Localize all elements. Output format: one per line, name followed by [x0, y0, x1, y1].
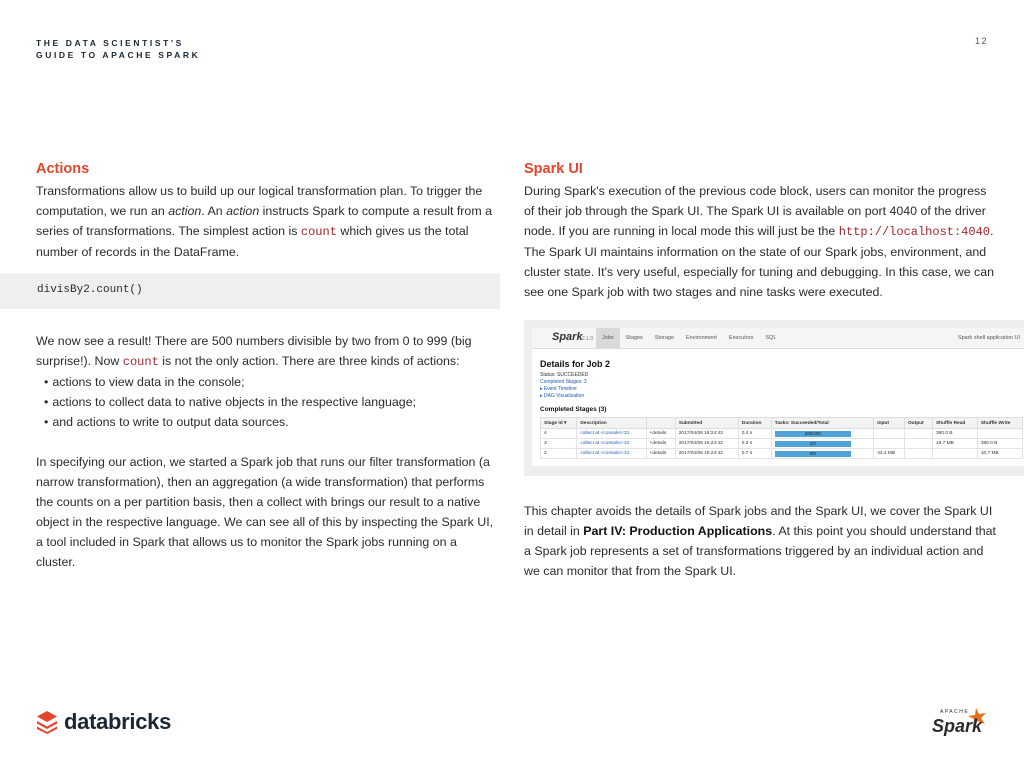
code-block: [0, 273, 500, 309]
app-name: Spark shell application UI: [957, 335, 1020, 341]
document-header: [36, 37, 200, 61]
list-item: • actions to collect data to native objects in the respective language;: [44, 392, 496, 412]
inline-code-count: count: [300, 225, 337, 239]
column-header: Output: [904, 418, 932, 429]
stage-duration: 0.3 s: [738, 439, 771, 449]
stage-id: 4: [541, 429, 577, 439]
stage-shuffle-write: [977, 429, 1022, 439]
header-line-2: GUIDE TO APACHE SPARK: [36, 50, 201, 60]
apache-spark-logo: [930, 704, 992, 743]
tab-sql: SQL: [765, 335, 777, 341]
spark-version: 2.1.0: [582, 336, 594, 342]
actions-paragraph: Transformations allow us to build up our logical transformation plan. To trigger the computation, we run an action. An action instructs Spark to compute a result from a series of transformations. The simplest action is count which gives us the total number of records in the DataFrame.: [36, 184, 492, 259]
page-number: 12: [974, 36, 988, 46]
column-header: Shuffle Write: [977, 418, 1022, 429]
left-column-lower: [36, 331, 496, 572]
stage-description: collect at <console>:31: [577, 429, 646, 439]
inline-code-url: http://localhost:4040: [838, 225, 990, 239]
stage-tasks: [771, 429, 873, 439]
job-status: Status: SUCCEEDED: [540, 372, 589, 378]
tab-environment: Environment: [686, 335, 717, 341]
stage-shuffle-write: 380.0 B: [977, 439, 1022, 449]
right-column-lower: [524, 501, 1000, 581]
tab-executors: Executors: [728, 335, 754, 341]
list-item: • and actions to write to output data sources.: [44, 412, 496, 432]
stage-shuffle-read: 16.7 MB: [932, 439, 977, 449]
stage-id: 3: [541, 439, 577, 449]
event-timeline-link: ▸ Event Timeline: [540, 386, 577, 392]
result-paragraph: We now see a result! There are 500 numbers divisible by two from 0 to 999 (big surprise!). Now count is not the only action. There are three kinds of actions:: [36, 334, 472, 369]
stage-description: collect at <console>:31: [577, 439, 646, 449]
spark-job-paragraph: In specifying our action, we started a Spark job that runs our filter transformation (a narrow transformation), then an aggregation (a wide transformation) that performs the counts on a per partition basis, then a collect with brings our result to a native object in the respective language. We can see all of this by inspecting the Spark UI, a tool included in Spark that allows us to monitor the Spark jobs running on a cluster.: [36, 455, 494, 569]
stage-submitted: 2017/04/08 16:24:43: [675, 429, 738, 439]
tab-jobs: Jobs: [596, 328, 620, 348]
table-row: [541, 429, 1023, 439]
column-header: Input: [874, 418, 905, 429]
column-header: Shuffle Read: [932, 418, 977, 429]
stage-tasks: [771, 449, 873, 459]
stage-input: [874, 429, 905, 439]
tasks-progress-bar: 2/2: [775, 441, 851, 447]
tasks-progress-bar: 200/200: [775, 431, 851, 437]
column-header: Tasks: Succeeded/Total: [771, 418, 873, 429]
spark-ui-screenshot: [524, 320, 1024, 476]
table-row: [541, 449, 1023, 459]
stage-output: [904, 429, 932, 439]
stage-input: 43.4 MB: [874, 449, 905, 459]
column-header: [646, 418, 675, 429]
column-header: Stage Id ▾: [541, 418, 577, 429]
job-title: Details for Job 2: [540, 359, 611, 369]
tasks-progress-bar: 8/8: [775, 451, 851, 457]
job-meta: [540, 372, 588, 400]
spark-apache-text: APACHE: [940, 709, 970, 715]
stage-submitted: 2017/04/08 16:24:42: [675, 439, 738, 449]
stage-id: 2: [541, 449, 577, 459]
column-header: Duration: [738, 418, 771, 429]
stages-table: [540, 417, 1023, 459]
stage-input: [874, 439, 905, 449]
databricks-wordmark: databricks: [64, 709, 172, 734]
table-row: [541, 439, 1023, 449]
spark-star-icon: [930, 704, 992, 738]
stage-details-link: +details: [646, 449, 675, 459]
stage-submitted: 2017/04/08 16:24:42: [675, 449, 738, 459]
stage-duration: 0.4 s: [738, 429, 771, 439]
databricks-logo-icon: [36, 710, 58, 734]
right-column: [524, 161, 1000, 302]
spark-ui-paragraph: During Spark's execution of the previous code block, users can monitor the progress of their job through the Spark UI. The Spark UI is available on port 4040 of the driver node. If you are running in local mode this will just be the http://localhost:4040. The Spark UI maintains information on the state of our Spark jobs, environment, and cluster state. It's very useful, especially for tuning and debugging. In this case, we can see one Spark job with two stages and nine tasks were executed.: [524, 184, 995, 299]
stage-shuffle-write: 10.7 MB: [977, 449, 1022, 459]
spark-ui-navbar: [532, 328, 1024, 349]
tab-stages: Stages: [625, 335, 643, 341]
actions-heading: Actions: [36, 161, 90, 177]
stage-shuffle-read: 380.0 B: [932, 429, 977, 439]
column-header: Description: [577, 418, 646, 429]
dag-visualization-link: ▸ DAG Visualization: [540, 393, 585, 399]
stage-output: [904, 439, 932, 449]
spark-ui-heading: Spark UI: [524, 161, 583, 177]
left-column: [36, 161, 496, 262]
action-kinds-list: [36, 372, 496, 432]
code-block-text: divisBy2.count(): [37, 284, 143, 296]
inline-code-count: count: [122, 355, 159, 369]
header-line-1: THE DATA SCIENTIST'S: [36, 38, 184, 48]
spark-ui-logo: Spark: [552, 331, 583, 343]
stage-shuffle-read: [932, 449, 977, 459]
stage-output: [904, 449, 932, 459]
stages-table-title: Completed Stages (3): [540, 406, 607, 413]
chapter-note-paragraph: This chapter avoids the details of Spark jobs and the Spark UI, we cover the Spark UI in detail in Part IV: Production Applications. At this point you should understand that a Spark job represents a set of transformations triggered by an individual action and we can monitor that from the Spark UI.: [524, 504, 996, 578]
databricks-logo: [36, 709, 171, 735]
stage-duration: 0.7 s: [738, 449, 771, 459]
tab-storage: Storage: [654, 335, 675, 341]
column-header: Submitted: [675, 418, 738, 429]
stage-description: collect at <console>:31: [577, 449, 646, 459]
list-item: • actions to view data in the console;: [44, 372, 496, 392]
completed-stages-link: Completed Stages: 3: [540, 379, 587, 385]
spark-wordmark: Spark: [932, 716, 983, 736]
part-iv-reference: Part IV: Production Applications: [583, 524, 773, 538]
stage-details-link: +details: [646, 439, 675, 449]
stage-tasks: [771, 439, 873, 449]
stage-details-link: +details: [646, 429, 675, 439]
